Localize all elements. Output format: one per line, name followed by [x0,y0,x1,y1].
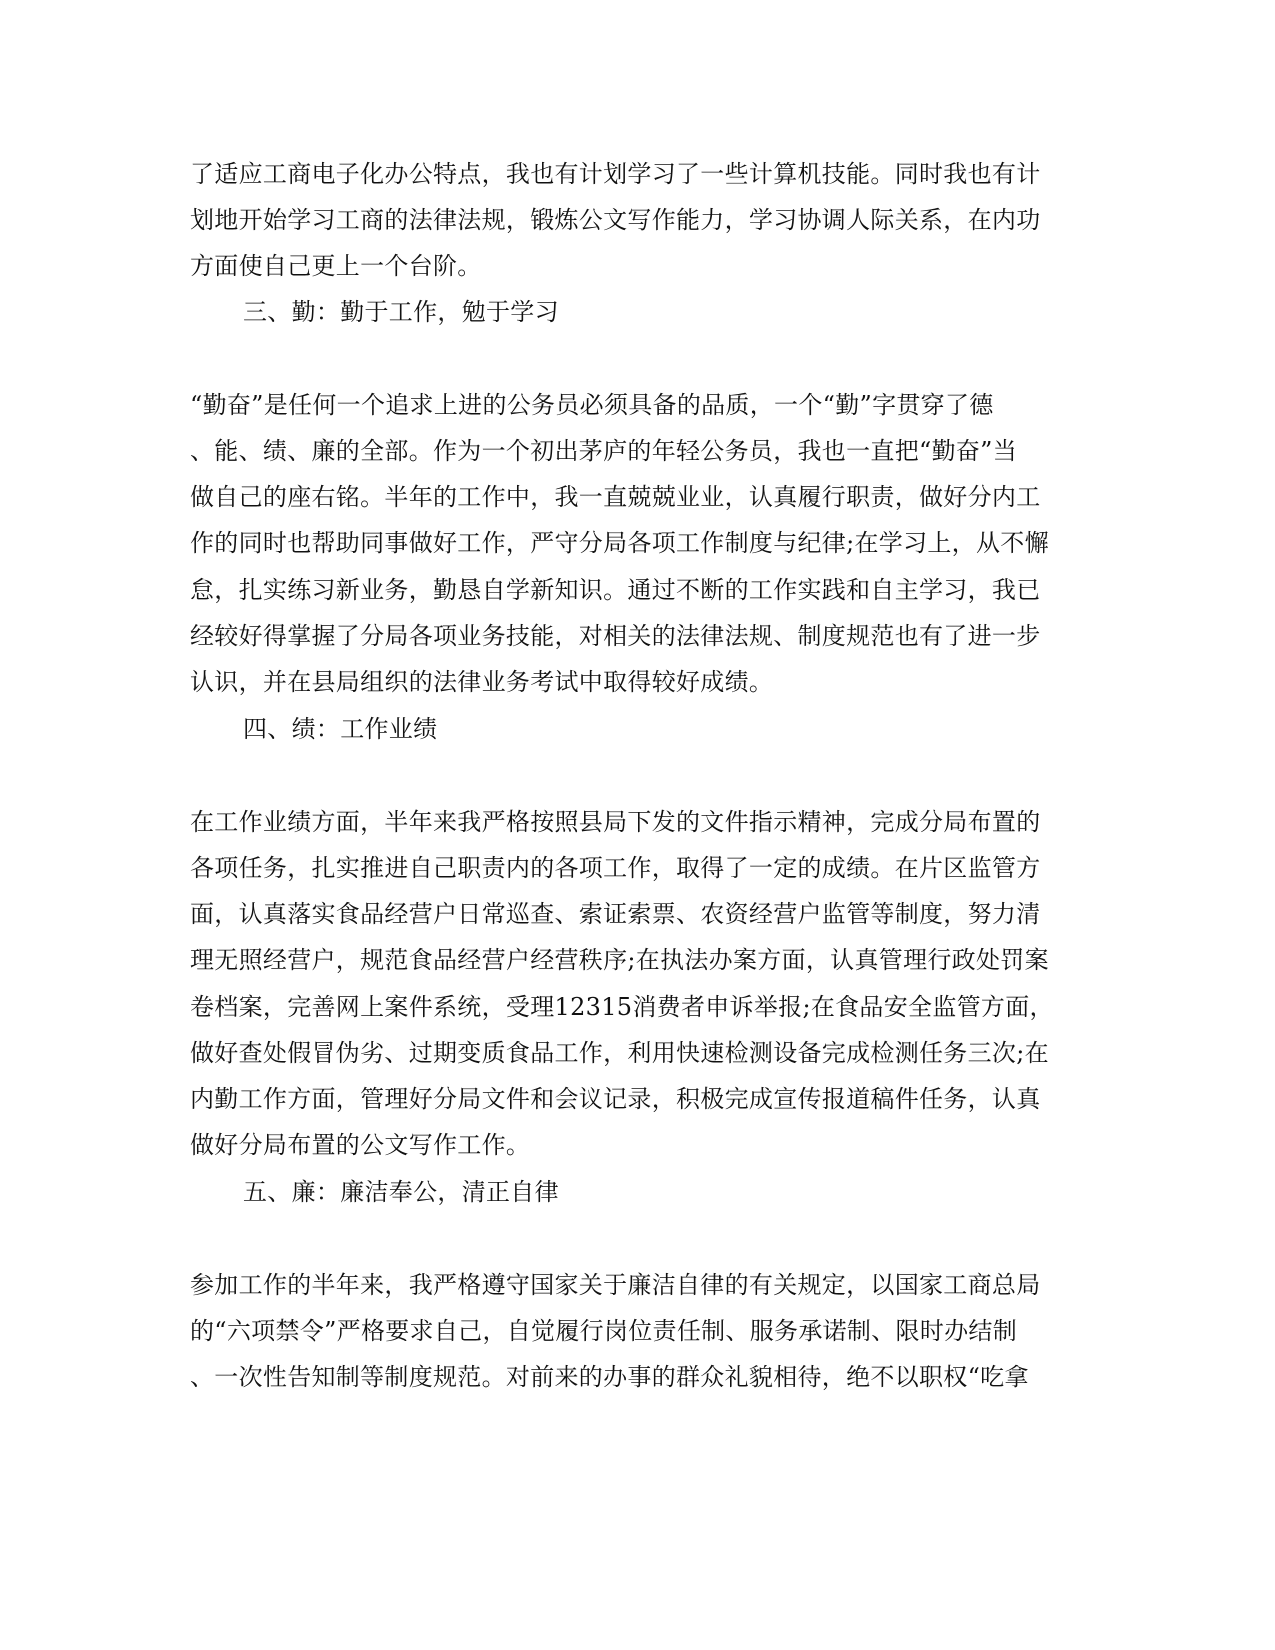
paragraph-line: 、一次性告知制等制度规范。对前来的办事的群众礼貌相待，绝不以职权“吃拿 [190,1363,1029,1391]
section-heading: 三、勤：勤于工作，勉于学习 [243,298,559,326]
paragraph-line: 做自己的座右铭。半年的工作中，我一直兢兢业业，认真履行职责，做好分内工 [190,483,1041,511]
paragraph-line: 面，认真落实食品经营户日常巡查、索证索票、农资经营户监管等制度，努力清 [190,900,1041,928]
paragraph-line: 方面使自己更上一个台阶。 [190,252,482,280]
paragraph-line: 了适应工商电子化办公特点，我也有计划学习了一些计算机技能。同时我也有计 [190,160,1041,188]
paragraph-line: 各项任务，扎实推进自己职责内的各项工作，取得了一定的成绩。在片区监管方 [190,854,1041,882]
section-heading: 五、廉：廉洁奉公，清正自律 [243,1178,559,1206]
paragraph-line: “勤奋”是任何一个追求上进的公务员必须具备的品质，一个“勤”字贯穿了德 [190,391,994,419]
paragraph-line: 理无照经营户，规范食品经营户经营秩序;在执法办案方面，认真管理行政处罚案 [190,946,1049,974]
paragraph-line: 做好分局布置的公文写作工作。 [190,1131,531,1159]
paragraph-line: 的“六项禁令”严格要求自己，自觉履行岗位责任制、服务承诺制、限时办结制 [190,1317,1018,1345]
paragraph-line: 内勤工作方面，管理好分局文件和会议记录，积极完成宣传报道稿件任务，认真 [190,1085,1041,1113]
paragraph-line: 参加工作的半年来，我严格遵守国家关于廉洁自律的有关规定，以国家工商总局 [190,1271,1041,1299]
section-heading: 四、绩：工作业绩 [243,715,438,743]
paragraph-line: 认识，并在县局组织的法律业务考试中取得较好成绩。 [190,668,774,696]
paragraph-line: 经较好得掌握了分局各项业务技能，对相关的法律法规、制度规范也有了进一步 [190,622,1041,650]
paragraph-line: 作的同时也帮助同事做好工作，严守分局各项工作制度与纪律;在学习上，从不懈 [190,529,1049,557]
paragraph-line: 在工作业绩方面，半年来我严格按照县局下发的文件指示精神，完成分局布置的 [190,808,1041,836]
paragraph-line: 划地开始学习工商的法律法规，锻炼公文写作能力，学习协调人际关系，在内功 [190,206,1041,234]
paragraph-line: 做好查处假冒伪劣、过期变质食品工作，利用快速检测设备完成检测任务三次;在 [190,1039,1049,1067]
paragraph-line: 怠，扎实练习新业务，勤恳自学新知识。通过不断的工作实践和自主学习，我已 [190,576,1041,604]
paragraph-line: 卷档案，完善网上案件系统，受理12315消费者申诉举报;在食品安全监管方面， [190,993,1054,1021]
paragraph-line: 、能、绩、廉的全部。作为一个初出茅庐的年轻公务员，我也一直把“勤奋”当 [190,437,1018,465]
